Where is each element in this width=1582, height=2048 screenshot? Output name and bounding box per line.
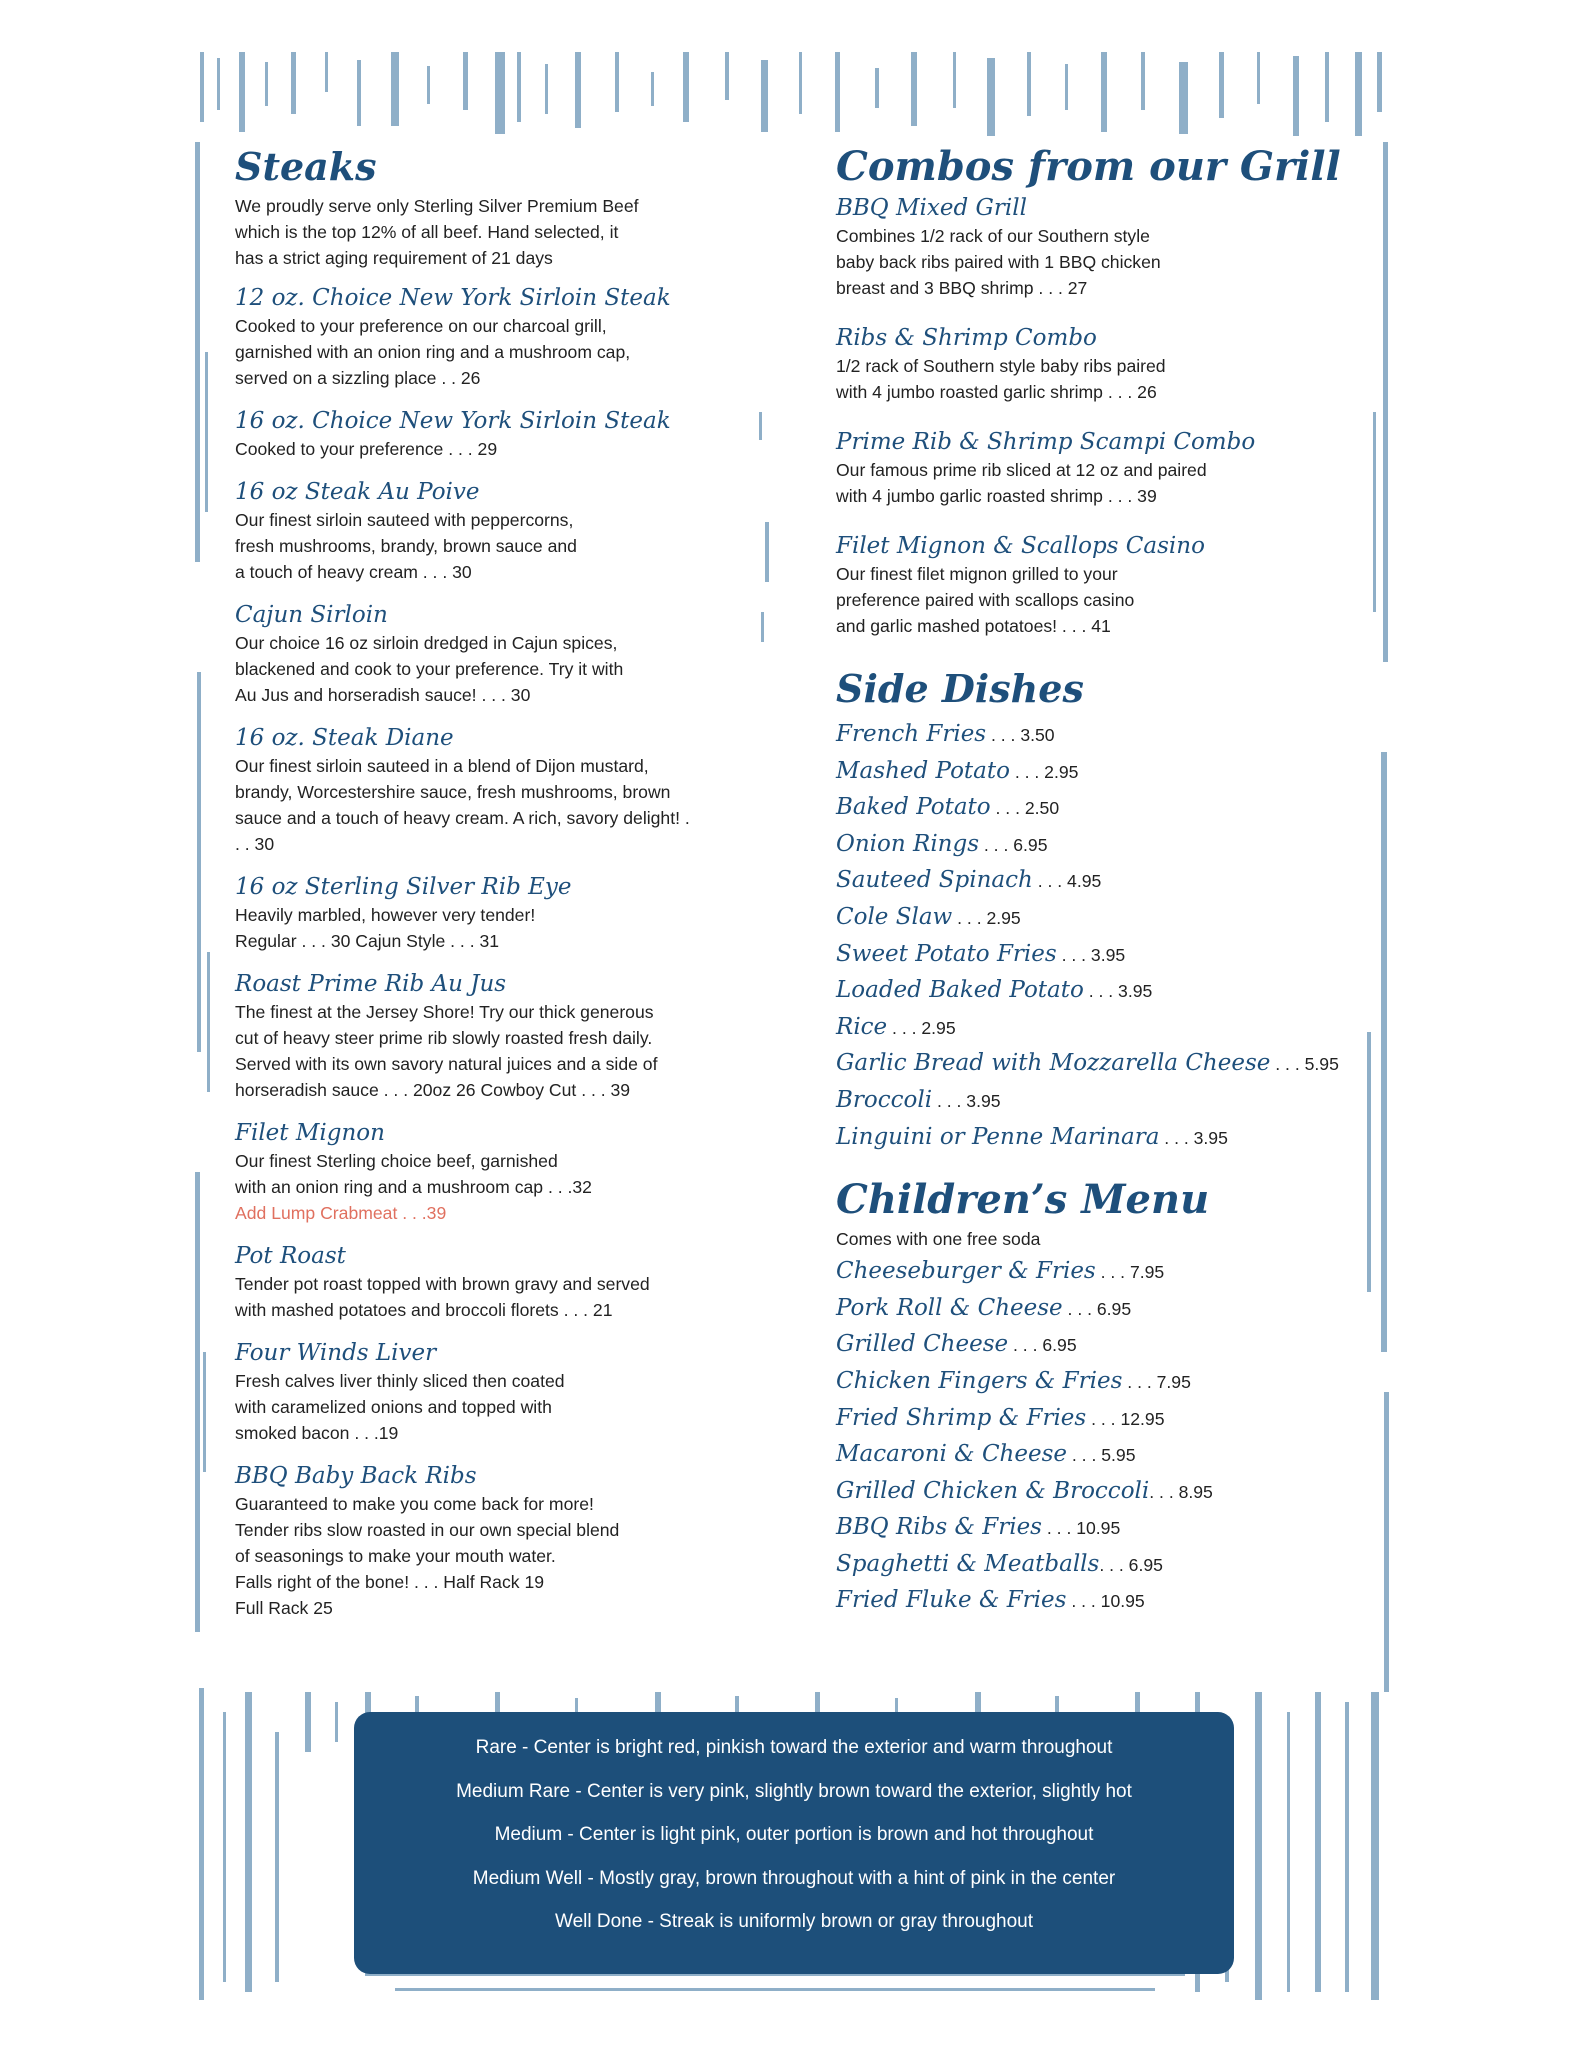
item-description: Tender pot roast topped with brown gravy and served with mashed potatoes and broccoli florets . . . 21 (235, 1274, 650, 1320)
kids-item (836, 1547, 1356, 1584)
item-name: Filet Mignon & Scallops Casino (836, 533, 1205, 559)
item-description: The finest at the Jersey Shore! Try our thick generous cut of heavy steer prime rib slowly roasted fresh daily. Served with its own savory natural juices and a side of horseradish sauce . . . 20oz 26 Cowboy Cut . . . 39 (235, 1002, 658, 1100)
doneness-medium: Medium - Center is light pink, outer portion is brown and hot throughout (494, 1824, 1094, 1846)
kids-price: . . . 7.95 (1122, 1371, 1191, 1392)
doneness-well-done: Well Done - Streak is uniformly brown or gray throughout (554, 1911, 1034, 1933)
doneness-medium-well: Medium Well - Mostly gray, brown throughout with a hint of pink in the center (472, 1867, 1116, 1889)
kids-price: . . . 6.95 (1008, 1335, 1077, 1356)
side-name: French Fries (836, 721, 987, 747)
side-price: . . . 3.95 (1083, 981, 1153, 1002)
side-item (836, 827, 1356, 864)
item-description: Our finest sirloin sauteed with peppercorns, fresh mushrooms, brandy, brown sauce and a touch of heavy cream . . . 30 (235, 510, 577, 582)
item-description: Our famous prime rib sliced at 12 oz and paired with 4 jumbo garlic roasted shrimp . . . 39 (836, 460, 1207, 506)
menu-item (235, 723, 755, 857)
side-name: Linguini or Penne Marinara (836, 1123, 1160, 1150)
side-price: . . . 4.95 (1032, 871, 1102, 892)
right-column (836, 145, 1356, 1620)
doneness-guide (354, 1712, 1234, 1974)
side-item (836, 973, 1356, 1010)
side-name: Rice (836, 1013, 888, 1040)
menu-item (836, 427, 1356, 509)
item-description: Our choice 16 oz sirloin dredged in Cajun spices, blackened and cook to your preference. Try it with Au Jus and horseradish sauce! . . . 30 (235, 633, 624, 705)
menu-item (235, 1241, 755, 1323)
item-name: Cajun Sirloin (235, 602, 388, 628)
item-name: Ribs & Shrimp Combo (836, 325, 1097, 351)
side-price: . . . 3.95 (1056, 944, 1126, 965)
menu-item (235, 600, 755, 708)
side-item (836, 790, 1356, 827)
side-item (836, 937, 1356, 974)
item-name: Four Winds Liver (235, 1340, 437, 1366)
kids-item (836, 1474, 1356, 1511)
side-price: . . . 3.95 (1159, 1127, 1228, 1148)
menu-item (235, 477, 755, 585)
side-name: Sweet Potato Fries (836, 940, 1057, 967)
item-description: 1/2 rack of Southern style baby ribs paired with 4 jumbo roasted garlic shrimp . . . 26 (836, 356, 1166, 402)
item-name: 16 oz Steak Au Poive (235, 479, 480, 505)
side-item (836, 900, 1356, 937)
kids-item (836, 1327, 1356, 1364)
doneness-medium-rare: Medium Rare - Center is very pink, slightly brown toward the exterior, slightly hot (456, 1780, 1132, 1802)
kids-name: Spaghetti & Meatballs (836, 1550, 1100, 1577)
side-item (836, 1120, 1356, 1157)
side-item (836, 1010, 1356, 1047)
item-name: Roast Prime Rib Au Jus (235, 971, 507, 997)
combos-title: Combos from our Grill (836, 143, 1341, 190)
menu-item (836, 323, 1356, 405)
childrens-title: Children’s Menu (836, 1176, 1210, 1224)
kids-price: . . . 6.95 (1062, 1298, 1132, 1319)
doneness-rare: Rare - Center is bright red, pinkish toward the exterior and warm throughout (475, 1737, 1113, 1758)
kids-item (836, 1254, 1356, 1291)
side-price: . . . 6.95 (979, 834, 1048, 855)
item-name: 16 oz. Choice New York Sirloin Steak (235, 408, 671, 434)
add-crabmeat-note: Add Lump Crabmeat . . .39 (235, 1203, 447, 1223)
side-price: . . . 3.95 (932, 1090, 1001, 1111)
item-description: Our finest sirloin sauteed in a blend of Dijon mustard, brandy, Worcestershire sauce, fresh mushrooms, brown sauce and a touch of heavy cream. A rich, savory delight! . . . 30 (235, 756, 690, 854)
item-name: BBQ Baby Back Ribs (235, 1463, 477, 1489)
kids-name: Fried Shrimp & Fries (836, 1404, 1087, 1431)
kids-name: Fried Fluke & Fries (836, 1587, 1067, 1614)
side-name: Baked Potato (836, 794, 991, 821)
side-name: Broccoli (836, 1086, 933, 1113)
sides-section (836, 667, 1356, 1156)
side-name: Garlic Bread with Mozzarella Cheese (836, 1050, 1271, 1077)
side-item (836, 863, 1356, 900)
kids-name: Pork Roll & Cheese (836, 1294, 1063, 1321)
item-description: Fresh calves liver thinly sliced then coated with caramelized onions and topped with smoked bacon . . .19 (235, 1371, 565, 1443)
steaks-section (235, 145, 755, 1636)
item-name: Filet Mignon (235, 1120, 385, 1146)
kids-price: . . . 10.95 (1042, 1518, 1121, 1539)
side-price: . . . 5.95 (1270, 1054, 1339, 1075)
menu-item (836, 193, 1356, 301)
menu-item (235, 872, 755, 954)
sides-title: Side Dishes (836, 666, 1084, 711)
side-name: Loaded Baked Potato (836, 977, 1084, 1004)
item-description: Guaranteed to make you come back for more! Tender ribs slow roasted in our own special blend of seasonings to make your mouth water. Falls right of the bone! . . . Half Rack 19 Full Rack 25 (235, 1494, 620, 1618)
side-item (836, 1046, 1356, 1083)
item-name: Pot Roast (235, 1243, 346, 1269)
kids-name: Chicken Fingers & Fries (836, 1367, 1123, 1394)
kids-item (836, 1437, 1356, 1474)
kids-name: Grilled Chicken & Broccoli (836, 1477, 1150, 1504)
sides-list (836, 717, 1356, 1156)
childrens-section (836, 1178, 1356, 1620)
kids-price: . . . 10.95 (1066, 1591, 1145, 1612)
steaks-intro: We proudly serve only Sterling Silver Premium Beef which is the top 12% of all beef. Hand selected, it has a strict aging requirement of 21 days (235, 196, 639, 268)
kids-item (836, 1510, 1356, 1547)
side-item (836, 1083, 1356, 1120)
childrens-subtitle: Comes with one free soda (836, 1229, 1041, 1250)
menu-item (836, 531, 1356, 639)
item-name: BBQ Mixed Grill (836, 195, 1027, 221)
side-price: . . . 2.50 (990, 798, 1060, 819)
item-name: 12 oz. Choice New York Sirloin Steak (235, 285, 671, 311)
menu-item (235, 406, 755, 462)
item-description: Our finest Sterling choice beef, garnished with an onion ring and a mushroom cap . . .32 (235, 1151, 592, 1197)
combos-section (836, 145, 1356, 639)
item-description: Cooked to your preference on our charcoal grill, garnished with an onion ring and a mushroom cap, served on a sizzling place . . 26 (235, 316, 631, 388)
kids-name: Macaroni & Cheese (836, 1441, 1068, 1468)
kids-price: . . . 6.95 (1099, 1554, 1163, 1575)
item-description: Cooked to your preference . . . 29 (235, 439, 498, 459)
childrens-list (836, 1254, 1356, 1620)
item-description: Heavily marbled, however very tender! Regular . . . 30 Cajun Style . . . 31 (235, 905, 536, 951)
menu-item (235, 1461, 755, 1621)
kids-price: . . . 12.95 (1086, 1408, 1165, 1429)
side-price: . . . 2.95 (887, 1017, 956, 1038)
item-name: Prime Rib & Shrimp Scampi Combo (836, 429, 1256, 455)
item-name: 16 oz Sterling Silver Rib Eye (235, 874, 572, 900)
kids-name: Grilled Cheese (836, 1331, 1009, 1358)
kids-item (836, 1291, 1356, 1328)
side-name: Onion Rings (836, 830, 980, 857)
side-price: . . . 3.50 (986, 725, 1055, 745)
kids-name: BBQ Ribs & Fries (836, 1514, 1042, 1541)
item-description: Combines 1/2 rack of our Southern style baby back ribs paired with 1 BBQ chicken breast and 3 BBQ shrimp . . . 27 (836, 226, 1161, 298)
kids-name: Cheeseburger & Fries (836, 1258, 1096, 1285)
menu-item (235, 1118, 755, 1226)
kids-item (836, 1401, 1356, 1438)
kids-price: . . . 7.95 (1095, 1262, 1165, 1283)
menu-item (235, 969, 755, 1103)
steaks-title: Steaks (235, 144, 377, 189)
menu-item (235, 1338, 755, 1446)
side-name: Mashed Potato (836, 757, 1010, 784)
side-item (836, 754, 1356, 791)
side-name: Sauteed Spinach (836, 867, 1033, 894)
kids-price: . . . 5.95 (1067, 1445, 1136, 1466)
kids-item (836, 1364, 1356, 1401)
side-item (836, 717, 1356, 754)
side-price: . . . 2.95 (1009, 761, 1079, 782)
kids-price: . . . 8.95 (1149, 1481, 1213, 1502)
side-name: Cole Slaw (836, 903, 953, 930)
item-name: 16 oz. Steak Diane (235, 725, 454, 751)
item-description: Our finest filet mignon grilled to your preference paired with scallops casino and garlic mashed potatoes! . . . 41 (836, 564, 1135, 636)
kids-item (836, 1583, 1356, 1620)
side-price: . . . 2.95 (952, 907, 1021, 928)
menu-item (235, 283, 755, 391)
